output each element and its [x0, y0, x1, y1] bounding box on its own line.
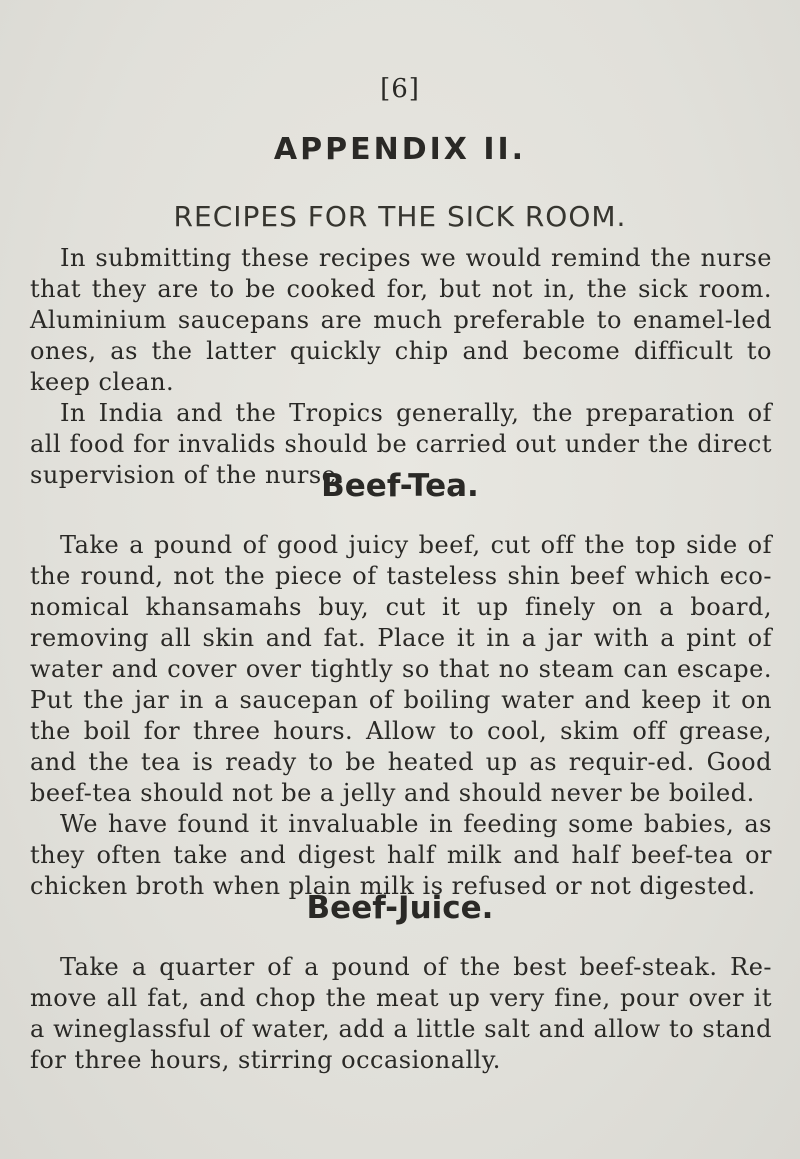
appendix-title: APPENDIX II.	[273, 132, 527, 167]
section-title: RECIPES FOR THE SICK ROOM.	[173, 200, 627, 233]
page-number: [6]	[380, 74, 420, 104]
intro-paragraph-2: In India and the Tropics generally, the preparation of all food for invalids should be carried out under the direct supervision of the nurse.	[30, 399, 772, 489]
beef-tea-paragraph-2: We have found it invaluable in feeding some babies, as they often take and digest half milk and half beef-tea or chicken broth when plain milk is refused or not digested.	[30, 810, 772, 900]
intro-text	[30, 243, 772, 491]
beef-juice-paragraph-1: Take a quarter of a pound of the best beef-steak. Re-move all fat, and chop the meat up very fine, pour over it a wineglassful of water, add a little salt and allow to stand for three hours, stirring occasionally.	[30, 953, 772, 1074]
intro-paragraph-1: In submitting these recipes we would remind the nurse that they are to be cooked for, but not in, the sick room. Aluminium saucepans are much preferable to enamel-led ones, as the latter quickly chip and become difficult to keep clean.	[30, 244, 772, 396]
recipe-beef-juice-text	[30, 952, 772, 1076]
recipe-heading-beef-tea: Beef-Tea.	[321, 468, 479, 504]
beef-tea-paragraph-1: Take a pound of good juicy beef, cut off the top side of the round, not the piece of tasteless shin beef which eco-nomical khansamahs buy, cut it up finely on a board, removing all skin and fat. Place it in a jar with a pint of water and cover over tightly so that no steam can escape. Put the jar in a saucepan of boiling water and keep it on the boil for three hours. Allow to cool, skim off grease, and the tea is ready to be heated up as requir-ed. Good beef-tea should not be a jelly and should never be boiled.	[30, 531, 772, 807]
recipe-beef-tea-text	[30, 530, 772, 902]
recipe-heading-beef-juice: Beef-Juice.	[306, 890, 494, 926]
